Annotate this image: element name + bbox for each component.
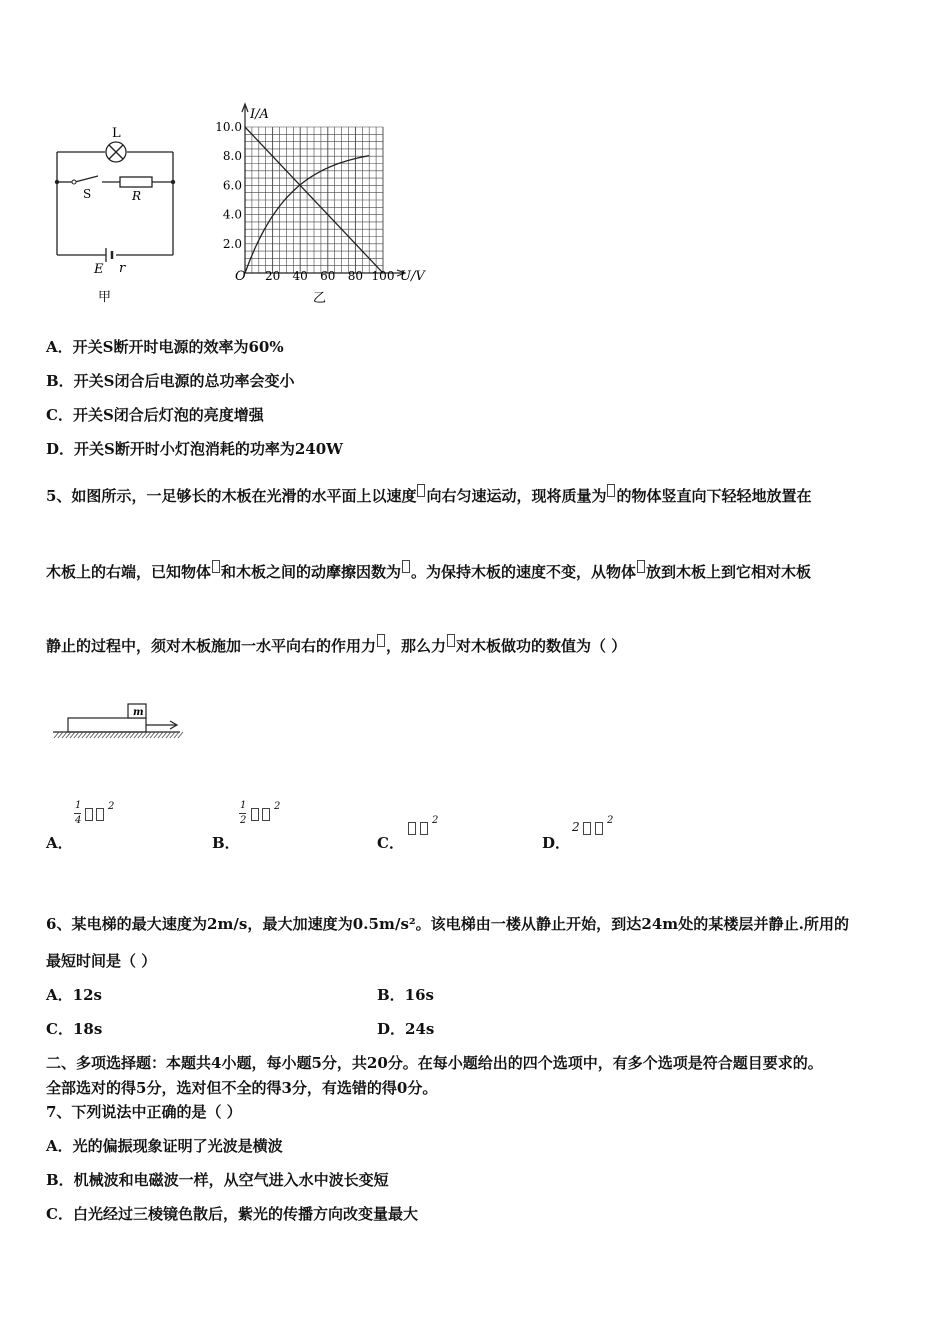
q4-option-b[interactable]: B．开关S闭合后电源的总功率会变小 [46,372,295,390]
iu-graph [205,98,440,310]
y-tick-label: 8.0 [222,149,242,164]
q7-stem: 7、下列说法中正确的是（ ） [46,1103,242,1121]
placeholder-symbol-m [408,822,416,835]
x-axis-label: U/V [400,269,425,284]
y-tick-label: 2.0 [222,236,242,251]
emf-label: E [94,262,104,277]
x-tick-label: 20 [264,269,281,283]
q6-option-a[interactable]: A．12s [46,986,102,1004]
x-tick-label: 80 [347,269,364,283]
section-2-heading-line-1: 二、多项选择题：本题共4小题，每小题5分，共20分。在每小题给出的四个选项中，有多个选项是符合题目要求的。 [46,1054,823,1072]
placeholder-symbol-v [595,822,603,835]
q4-option-d[interactable]: D．开关S断开时小灯泡消耗的功率为240W [46,440,343,458]
q6-option-c[interactable]: C．18s [46,1020,103,1038]
board-block-figure [48,696,188,746]
q7-option-a[interactable]: A．光的偏振现象证明了光波是横波 [46,1137,283,1155]
q5-stem-line-2: 木板上的右端，已知物体 和木板之间的动摩擦因数为 。为保持木板的速度不变，从物体 放到木板上到它相对木板 [46,560,811,582]
circuit-caption: 甲 [98,290,112,305]
y-tick-label: 10.0 [215,120,242,134]
placeholder-symbol-v [420,822,428,835]
placeholder-symbol-v [96,808,104,821]
q7-option-c[interactable]: C．白光经过三棱镜色散后，紫光的传播方向改变量最大 [46,1205,418,1223]
x-tick-label: 60 [320,269,336,283]
placeholder-symbol-m [583,822,591,835]
internal-resistance-label: r [119,261,126,276]
q6-stem-line-2: 最短时间是（ ） [46,952,157,970]
switch-label: S [83,187,92,201]
origin-label: O [235,269,246,284]
block-mass-label: m [133,707,144,718]
q4-option-a[interactable]: A．开关S断开时电源的效率为60% [46,338,284,356]
placeholder-symbol-m [607,484,615,497]
q5-stem-line-3: 静止的过程中，须对木板施加一水平向右的作用力 ，那么力 对木板做功的数值为（ ） [46,634,626,656]
placeholder-symbol-v [417,484,425,497]
placeholder-symbol-mu [402,560,410,573]
placeholder-symbol-m [212,560,220,573]
placeholder-symbol-f [447,634,455,647]
q5-stem-line-1: 5、如图所示，一足够长的木板在光滑的水平面上以速度 向右匀速运动，现将质量为 的物体竖直向下轻轻地放置在 [46,484,811,506]
placeholder-symbol-v [262,808,270,821]
y-tick-label: 6.0 [222,178,242,193]
placeholder-symbol-m [637,560,645,573]
junction-dot-left [55,180,59,184]
placeholder-symbol-f [377,634,385,647]
section-2-heading-line-2: 全部选对的得5分，选对但不全的得3分，有选错的得0分。 [46,1079,438,1097]
graph-caption: 乙 [313,291,327,306]
resistor-label: R [132,189,142,203]
q7-option-b[interactable]: B．机械波和电磁波一样，从空气进入水中波长变短 [46,1171,389,1189]
circuit-diagram [40,120,200,310]
q4-option-c[interactable]: C．开关S闭合后灯泡的亮度增强 [46,406,264,424]
x-tick-label: 100 [371,269,395,283]
graph-grid [242,104,405,276]
lamp-label: L [112,126,121,141]
placeholder-symbol-m [251,808,259,821]
junction-dot-right [171,180,175,184]
y-tick-label: 4.0 [222,207,242,222]
y-axis-label: I/A [250,107,269,122]
placeholder-symbol-m [85,808,93,821]
q6-option-d[interactable]: D．24s [377,1020,435,1038]
q6-option-b[interactable]: B．16s [377,986,434,1004]
q6-stem-line-1: 6、某电梯的最大速度为2m/s，最大加速度为0.5m/s²。该电梯由一楼从静止开始，到达24m处的某楼层并静止.所用的 [46,915,850,933]
x-tick-label: 40 [292,269,308,283]
